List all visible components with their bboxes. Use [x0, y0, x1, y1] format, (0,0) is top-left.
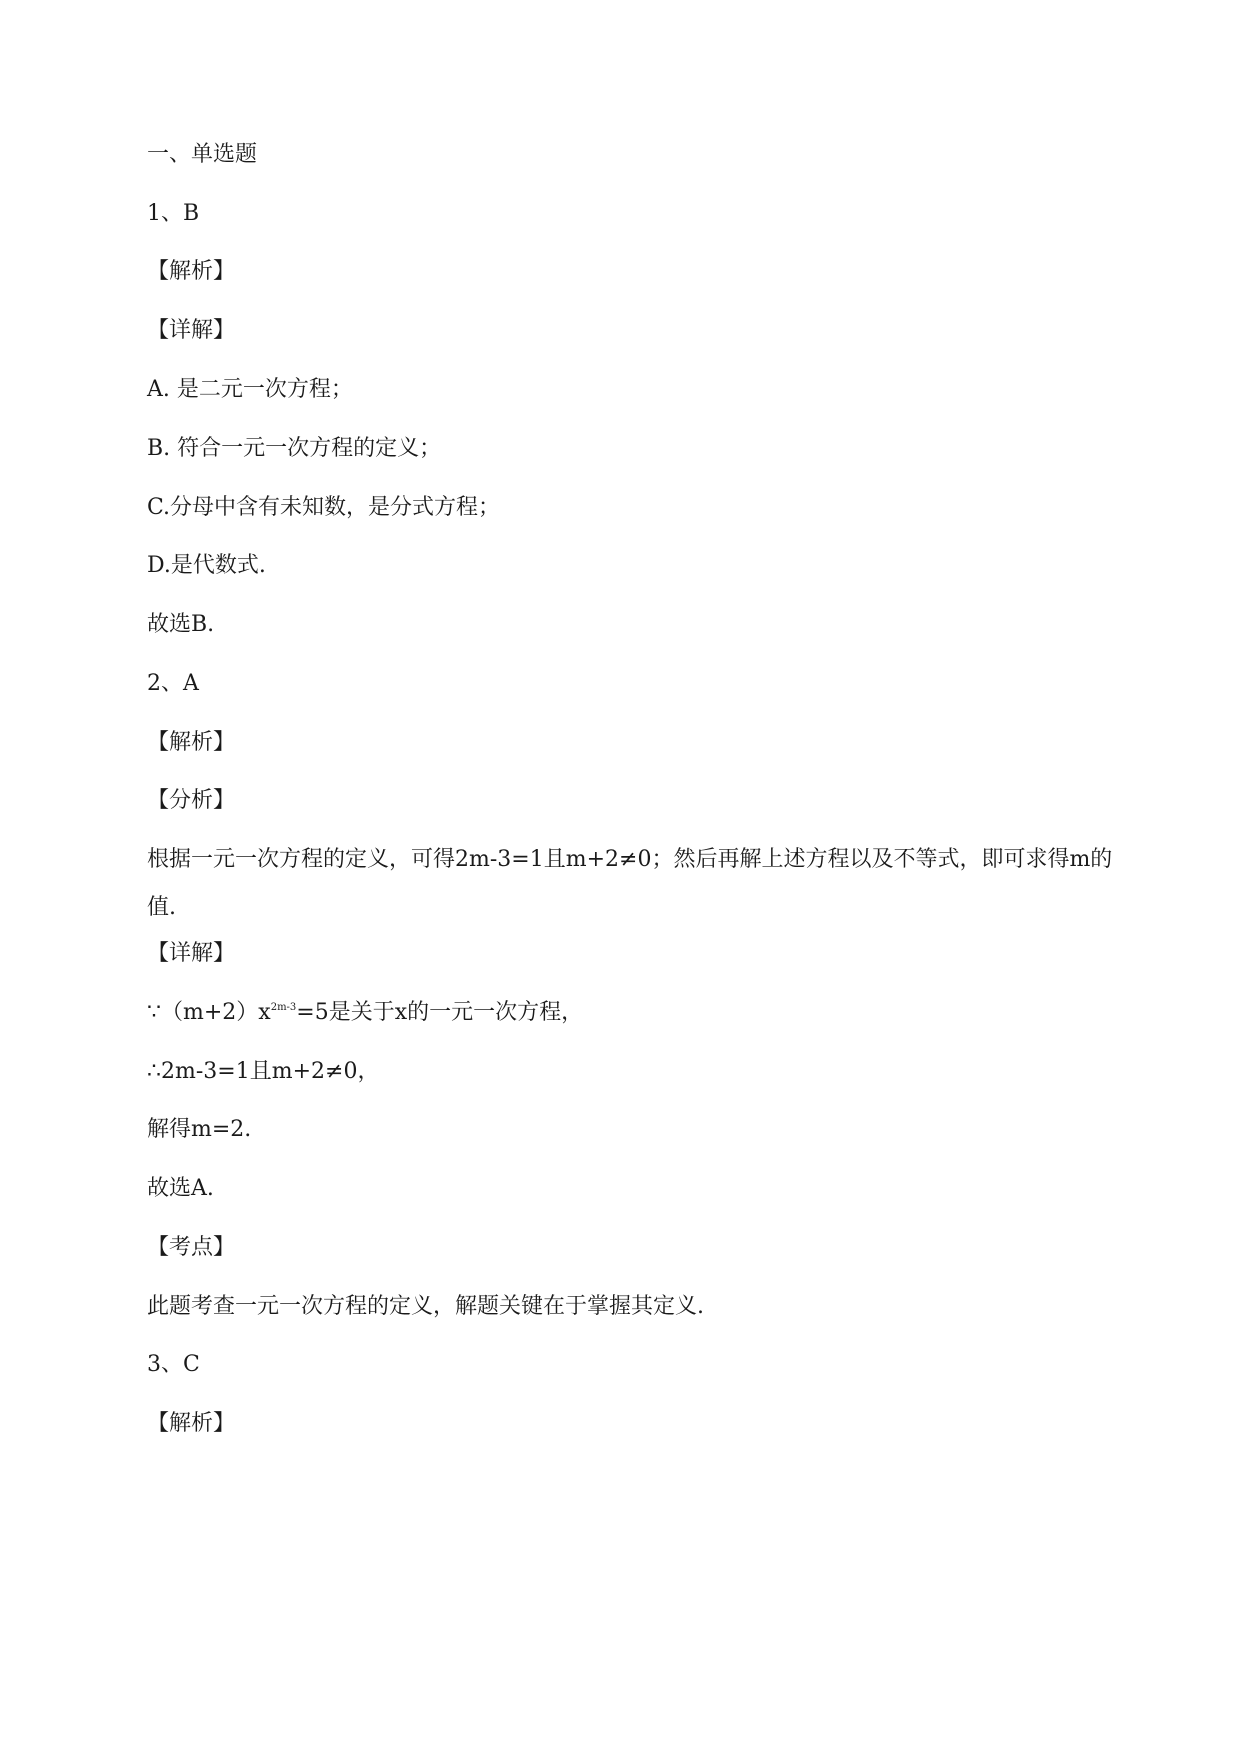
q2-conclusion: 故选A. [147, 1176, 214, 1201]
q2-step1-prefix: ∵（m+2）x [147, 1000, 271, 1025]
q2-step3: 解得m=2. [147, 1117, 252, 1142]
q2-step1-suffix: =5是关于x的一元一次方程， [296, 1000, 584, 1025]
q1-answer: 1、B [147, 201, 200, 226]
q3-tag-jiexi: 【解析】 [147, 1411, 236, 1436]
q2-kaodian: 此题考查一元一次方程的定义，解题关键在于掌握其定义. [147, 1294, 704, 1319]
q2-tag-xiangjie: 【详解】 [147, 941, 236, 966]
q1-option-d: D.是代数式. [147, 553, 266, 578]
section-title: 一、单选题 [147, 142, 258, 167]
q1-option-c: C.分母中含有未知数，是分式方程； [147, 495, 501, 520]
q3-answer: 3、C [147, 1352, 200, 1377]
q1-option-b: B. 符合一元一次方程的定义； [147, 436, 442, 461]
document-page [147, 0, 1127, 1754]
q2-tag-fenxi: 【分析】 [147, 788, 236, 813]
q1-tag-jiexi: 【解析】 [147, 259, 236, 284]
q1-conclusion: 故选B. [147, 612, 215, 637]
q2-step2: ∴2m-3=1且m+2≠0， [147, 1059, 380, 1084]
q2-analysis: 根据一元一次方程的定义，可得2m-3=1且m+2≠0；然后再解上述方程以及不等式，即可求得m的值. [147, 847, 1113, 920]
q2-step1-exponent: 2m-3 [270, 1002, 297, 1013]
q2-tag-jiexi: 【解析】 [147, 730, 236, 755]
q1-tag-xiangjie: 【详解】 [147, 318, 236, 343]
q2-tag-kaodian: 【考点】 [147, 1235, 236, 1260]
q2-answer: 2、A [147, 671, 199, 696]
q2-step1 [147, 998, 583, 1028]
q1-option-a: A. 是二元一次方程； [147, 377, 353, 402]
